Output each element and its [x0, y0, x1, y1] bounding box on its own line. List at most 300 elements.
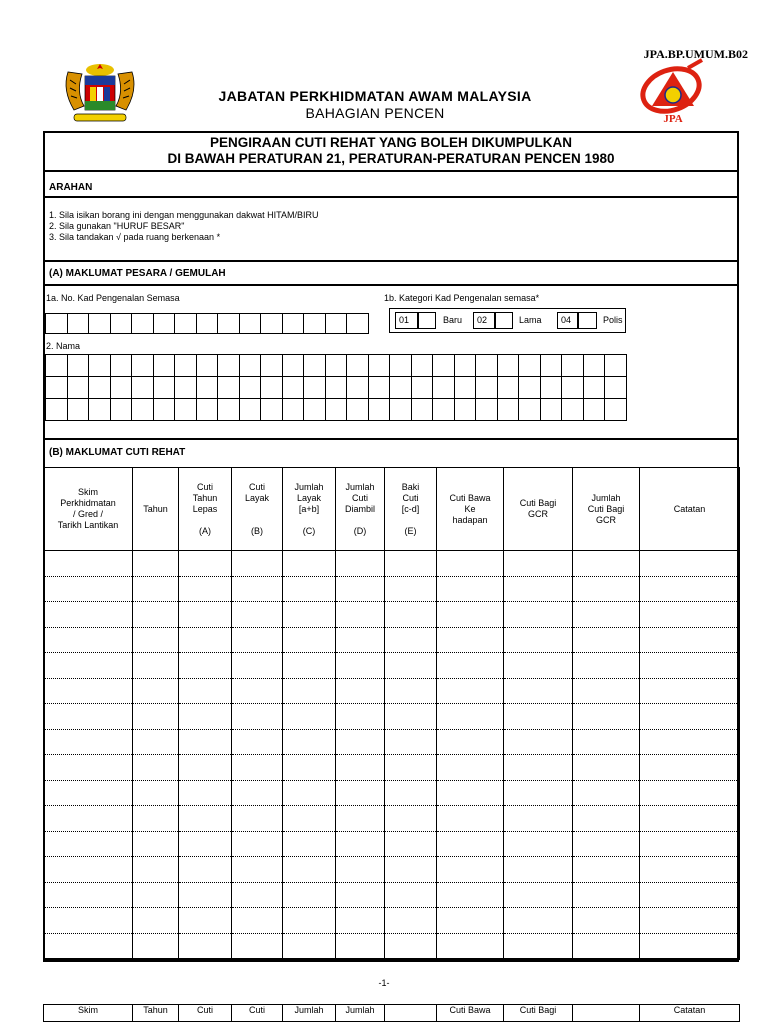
table-cell[interactable] [437, 576, 504, 602]
table-cell[interactable] [283, 882, 336, 908]
table-cell[interactable] [437, 857, 504, 883]
table-cell[interactable] [437, 882, 504, 908]
name-letter-box[interactable] [153, 377, 175, 399]
table-cell[interactable] [504, 576, 573, 602]
table-cell[interactable] [232, 551, 283, 577]
name-letter-box[interactable] [454, 399, 476, 421]
table-cell[interactable] [179, 933, 232, 959]
table-cell[interactable] [504, 678, 573, 704]
name-letter-box[interactable] [67, 377, 89, 399]
table-cell[interactable] [283, 755, 336, 781]
ic-digit-box[interactable] [175, 314, 197, 334]
name-letter-box[interactable] [540, 377, 562, 399]
table-cell[interactable] [504, 831, 573, 857]
table-cell[interactable] [504, 602, 573, 628]
table-cell[interactable] [385, 627, 437, 653]
table-cell[interactable] [283, 627, 336, 653]
table-cell[interactable] [232, 908, 283, 934]
table-cell[interactable] [504, 653, 573, 679]
ic-digit-box[interactable] [196, 314, 218, 334]
table-cell[interactable] [573, 576, 640, 602]
table-cell[interactable] [573, 882, 640, 908]
table-cell[interactable] [44, 755, 133, 781]
ic-digit-box[interactable] [110, 314, 132, 334]
table-cell[interactable] [504, 627, 573, 653]
table-cell[interactable] [385, 704, 437, 730]
table-cell[interactable] [504, 857, 573, 883]
table-cell[interactable] [640, 755, 740, 781]
name-letter-box[interactable] [562, 355, 584, 377]
table-cell[interactable] [437, 780, 504, 806]
table-cell[interactable] [44, 576, 133, 602]
name-letter-box[interactable] [261, 355, 283, 377]
name-letter-box[interactable] [89, 355, 111, 377]
column-header-text [179, 515, 231, 526]
table-cell[interactable] [133, 704, 179, 730]
name-letter-box[interactable] [411, 355, 433, 377]
column-header-text: / Gred / [72, 509, 103, 519]
ic-digit-box[interactable] [153, 314, 175, 334]
table-cell[interactable] [179, 653, 232, 679]
table-cell[interactable] [573, 704, 640, 730]
table-cell[interactable] [133, 551, 179, 577]
table-cell[interactable] [179, 780, 232, 806]
name-letter-box[interactable] [476, 355, 498, 377]
table-cell[interactable] [44, 602, 133, 628]
table-cell[interactable] [573, 755, 640, 781]
ic-digit-box[interactable] [132, 314, 154, 334]
table-cell[interactable] [573, 602, 640, 628]
table-cell[interactable] [437, 704, 504, 730]
table-cell[interactable] [232, 933, 283, 959]
name-letter-box[interactable] [497, 399, 519, 421]
table-cell[interactable] [44, 806, 133, 832]
name-letter-box[interactable] [347, 377, 369, 399]
table-cell[interactable] [133, 882, 179, 908]
name-letter-box[interactable] [454, 377, 476, 399]
name-letter-box[interactable] [67, 355, 89, 377]
table-cell[interactable] [640, 551, 740, 577]
ic-digit-box[interactable] [89, 314, 111, 334]
table-cell[interactable] [133, 780, 179, 806]
name-letter-box[interactable] [540, 355, 562, 377]
table-cell[interactable] [385, 678, 437, 704]
table-cell[interactable] [385, 780, 437, 806]
category-checkbox-polis[interactable] [578, 312, 597, 329]
table-cell[interactable] [232, 755, 283, 781]
table-cell[interactable] [640, 831, 740, 857]
table-cell[interactable] [437, 627, 504, 653]
table-cell[interactable] [385, 933, 437, 959]
table-cell[interactable] [336, 908, 385, 934]
table-cell[interactable] [573, 551, 640, 577]
category-code-lama: 02 [473, 312, 495, 329]
table-cell[interactable] [133, 857, 179, 883]
column-header-text: Cuti Bagi [519, 498, 557, 508]
table-cell[interactable] [336, 857, 385, 883]
table-cell[interactable] [640, 729, 740, 755]
table-cell[interactable] [573, 627, 640, 653]
table-cell[interactable] [385, 729, 437, 755]
table-cell[interactable] [44, 653, 133, 679]
name-letter-box[interactable] [562, 399, 584, 421]
table-cell[interactable] [437, 831, 504, 857]
ic-digit-box[interactable] [347, 314, 369, 334]
name-letter-box[interactable] [540, 399, 562, 421]
column-header-text: Cuti Bagi [587, 503, 625, 514]
table-cell[interactable] [133, 653, 179, 679]
name-letter-box[interactable] [433, 377, 455, 399]
table-cell[interactable] [336, 576, 385, 602]
table-cell[interactable] [336, 933, 385, 959]
name-letter-box[interactable] [583, 399, 605, 421]
table-row [44, 729, 740, 755]
name-letter-box[interactable] [110, 377, 132, 399]
table-cell[interactable] [336, 806, 385, 832]
name-letter-box[interactable] [497, 377, 519, 399]
name-letter-box[interactable] [325, 399, 347, 421]
leave-column-header [283, 468, 336, 551]
name-letter-box[interactable] [368, 355, 390, 377]
name-letter-box[interactable] [261, 377, 283, 399]
table-cell[interactable] [44, 857, 133, 883]
table-cell[interactable] [232, 831, 283, 857]
table-cell[interactable] [385, 806, 437, 832]
table-cell[interactable] [437, 551, 504, 577]
name-letter-box[interactable] [67, 399, 89, 421]
name-letter-box[interactable] [46, 399, 68, 421]
table-cell[interactable] [336, 627, 385, 653]
name-letter-box[interactable] [196, 399, 218, 421]
table-cell[interactable] [133, 602, 179, 628]
table-cell[interactable] [640, 627, 740, 653]
table-cell[interactable] [44, 882, 133, 908]
table-cell[interactable] [133, 627, 179, 653]
table-cell[interactable] [504, 933, 573, 959]
table-cell[interactable] [385, 576, 437, 602]
table-cell[interactable] [179, 831, 232, 857]
column-header-text: hadapan [452, 514, 488, 525]
name-letter-box[interactable] [218, 377, 240, 399]
name-letter-box[interactable] [196, 377, 218, 399]
table-cell[interactable] [179, 551, 232, 577]
name-letter-box[interactable] [110, 399, 132, 421]
table-cell[interactable] [573, 933, 640, 959]
table-cell[interactable] [437, 729, 504, 755]
table-cell[interactable] [232, 653, 283, 679]
name-letter-box[interactable] [390, 399, 412, 421]
table-cell[interactable] [640, 653, 740, 679]
ic-digit-box[interactable] [239, 314, 261, 334]
table-cell[interactable] [179, 602, 232, 628]
table-cell[interactable] [44, 627, 133, 653]
table-cell[interactable] [640, 704, 740, 730]
name-letter-box[interactable] [433, 399, 455, 421]
table-cell[interactable] [44, 780, 133, 806]
table-cell[interactable] [283, 857, 336, 883]
name-letter-box[interactable] [46, 355, 68, 377]
table-cell[interactable] [640, 780, 740, 806]
table-cell[interactable] [283, 576, 336, 602]
table-cell[interactable] [573, 857, 640, 883]
table-cell[interactable] [283, 729, 336, 755]
table-cell[interactable] [640, 576, 740, 602]
name-letter-box[interactable] [304, 399, 326, 421]
table-cell[interactable] [504, 882, 573, 908]
ic-digit-box[interactable] [261, 314, 283, 334]
name-letter-box[interactable] [153, 355, 175, 377]
table-cell[interactable] [283, 780, 336, 806]
table-cell[interactable] [504, 704, 573, 730]
table-cell[interactable] [437, 755, 504, 781]
table-cell[interactable] [504, 729, 573, 755]
name-letter-box[interactable] [519, 399, 541, 421]
table-cell[interactable] [437, 602, 504, 628]
table-cell[interactable] [640, 933, 740, 959]
table-cell[interactable] [232, 882, 283, 908]
table-cell[interactable] [232, 806, 283, 832]
table-cell[interactable] [437, 933, 504, 959]
table-cell[interactable] [179, 908, 232, 934]
table-cell[interactable] [133, 806, 179, 832]
name-letter-box[interactable] [347, 399, 369, 421]
table-cell[interactable] [179, 729, 232, 755]
name-letter-box[interactable] [89, 377, 111, 399]
table-cell[interactable] [437, 678, 504, 704]
category-checkbox-lama[interactable] [495, 312, 513, 329]
ic-digit-box[interactable] [67, 314, 89, 334]
table-cell[interactable] [283, 653, 336, 679]
name-boxes[interactable] [45, 354, 627, 421]
table-cell[interactable] [640, 806, 740, 832]
name-letter-box[interactable] [325, 355, 347, 377]
name-letter-box[interactable] [153, 399, 175, 421]
name-letter-box[interactable] [562, 377, 584, 399]
name-letter-box[interactable] [433, 355, 455, 377]
table-cell[interactable] [44, 933, 133, 959]
next-page-column-header: Cuti Bawa [437, 1005, 504, 1022]
table-cell[interactable] [437, 653, 504, 679]
name-letter-box[interactable] [605, 377, 627, 399]
category-checkbox-baru[interactable] [418, 312, 436, 329]
ic-digit-box[interactable] [304, 314, 326, 334]
table-cell[interactable] [385, 551, 437, 577]
column-header-text: Layak [296, 492, 322, 503]
table-cell[interactable] [179, 857, 232, 883]
table-cell[interactable] [336, 882, 385, 908]
table-cell[interactable] [179, 882, 232, 908]
name-letter-box[interactable] [325, 377, 347, 399]
name-letter-box[interactable] [368, 399, 390, 421]
table-cell[interactable] [133, 908, 179, 934]
next-page-column-header: Jumlah [283, 1005, 336, 1022]
table-cell[interactable] [336, 755, 385, 781]
table-cell[interactable] [232, 780, 283, 806]
name-letter-box[interactable] [175, 377, 197, 399]
table-cell[interactable] [179, 627, 232, 653]
section-a-heading: (A) MAKLUMAT PESARA / GEMULAH [49, 268, 226, 279]
table-cell[interactable] [504, 806, 573, 832]
name-letter-box[interactable] [476, 377, 498, 399]
table-cell[interactable] [232, 678, 283, 704]
name-letter-box[interactable] [282, 399, 304, 421]
table-cell[interactable] [336, 653, 385, 679]
table-cell[interactable] [640, 882, 740, 908]
name-letter-box[interactable] [175, 355, 197, 377]
table-cell[interactable] [385, 602, 437, 628]
table-cell[interactable] [283, 908, 336, 934]
table-cell[interactable] [336, 602, 385, 628]
table-cell[interactable] [573, 653, 640, 679]
divider [43, 438, 739, 440]
column-header-text: Jumlah [345, 481, 375, 492]
table-cell[interactable] [385, 857, 437, 883]
table-cell[interactable] [573, 678, 640, 704]
table-cell[interactable] [573, 780, 640, 806]
table-cell[interactable] [385, 882, 437, 908]
table-cell[interactable] [336, 678, 385, 704]
table-cell[interactable] [44, 551, 133, 577]
table-cell[interactable] [44, 729, 133, 755]
name-letter-box[interactable] [196, 355, 218, 377]
name-letter-box[interactable] [132, 355, 154, 377]
table-cell[interactable] [504, 908, 573, 934]
table-cell[interactable] [133, 729, 179, 755]
name-letter-box[interactable] [497, 355, 519, 377]
name-letter-box[interactable] [519, 377, 541, 399]
table-cell[interactable] [385, 755, 437, 781]
table-cell[interactable] [336, 704, 385, 730]
table-row [44, 933, 740, 959]
ic-digit-box[interactable] [218, 314, 240, 334]
name-letter-box[interactable] [304, 355, 326, 377]
column-header-text: Cuti [351, 492, 368, 503]
table-cell[interactable] [283, 704, 336, 730]
table-cell[interactable] [573, 908, 640, 934]
ic-number-boxes[interactable] [45, 313, 369, 334]
name-letter-box[interactable] [605, 399, 627, 421]
name-letter-box[interactable] [282, 355, 304, 377]
table-cell[interactable] [133, 576, 179, 602]
column-header-text [232, 515, 282, 526]
table-cell[interactable] [232, 576, 283, 602]
table-cell[interactable] [232, 602, 283, 628]
ic-digit-box[interactable] [325, 314, 347, 334]
table-cell[interactable] [573, 806, 640, 832]
table-cell[interactable] [640, 602, 740, 628]
name-letter-box[interactable] [390, 377, 412, 399]
table-cell[interactable] [504, 551, 573, 577]
table-cell[interactable] [179, 755, 232, 781]
table-cell[interactable] [44, 831, 133, 857]
name-letter-box[interactable] [304, 377, 326, 399]
table-cell[interactable] [44, 704, 133, 730]
table-cell[interactable] [283, 831, 336, 857]
table-cell[interactable] [504, 755, 573, 781]
table-cell[interactable] [232, 704, 283, 730]
ic-digit-box[interactable] [282, 314, 304, 334]
table-cell[interactable] [232, 729, 283, 755]
name-letter-box[interactable] [89, 399, 111, 421]
table-cell[interactable] [179, 678, 232, 704]
table-cell[interactable] [179, 704, 232, 730]
name-letter-box[interactable] [282, 377, 304, 399]
name-letter-box[interactable] [175, 399, 197, 421]
table-cell[interactable] [179, 806, 232, 832]
table-cell[interactable] [504, 780, 573, 806]
table-cell[interactable] [640, 908, 740, 934]
table-cell[interactable] [640, 678, 740, 704]
table-cell[interactable] [385, 653, 437, 679]
name-letter-box[interactable] [347, 355, 369, 377]
table-cell[interactable] [283, 551, 336, 577]
table-cell[interactable] [283, 602, 336, 628]
table-cell[interactable] [385, 831, 437, 857]
table-cell[interactable] [283, 806, 336, 832]
name-letter-box[interactable] [110, 355, 132, 377]
table-cell[interactable] [437, 908, 504, 934]
table-cell[interactable] [133, 933, 179, 959]
table-cell[interactable] [44, 908, 133, 934]
name-letter-box[interactable] [239, 377, 261, 399]
ic-digit-box[interactable] [46, 314, 68, 334]
table-cell[interactable] [232, 627, 283, 653]
table-cell[interactable] [640, 857, 740, 883]
table-cell[interactable] [133, 831, 179, 857]
name-letter-box[interactable] [411, 399, 433, 421]
name-letter-box[interactable] [368, 377, 390, 399]
form-title [45, 135, 737, 167]
table-cell[interactable] [133, 755, 179, 781]
name-letter-box[interactable] [132, 399, 154, 421]
table-cell[interactable] [437, 806, 504, 832]
name-letter-box[interactable] [218, 355, 240, 377]
name-letter-box[interactable] [583, 377, 605, 399]
table-cell[interactable] [133, 678, 179, 704]
table-cell[interactable] [179, 576, 232, 602]
jpa-logo-text: JPA [663, 113, 683, 125]
table-cell[interactable] [336, 780, 385, 806]
table-cell[interactable] [232, 857, 283, 883]
name-letter-box[interactable] [519, 355, 541, 377]
table-cell[interactable] [573, 729, 640, 755]
name-letter-box[interactable] [411, 377, 433, 399]
name-letter-box[interactable] [218, 399, 240, 421]
table-cell[interactable] [573, 831, 640, 857]
name-letter-box[interactable] [476, 399, 498, 421]
divider [43, 260, 739, 262]
name-letter-box[interactable] [239, 355, 261, 377]
leave-column-header [385, 468, 437, 551]
ic-number-label: 1a. No. Kad Pengenalan Semasa [46, 293, 180, 303]
table-cell[interactable] [385, 908, 437, 934]
table-cell[interactable] [283, 933, 336, 959]
name-letter-box[interactable] [583, 355, 605, 377]
name-letter-box[interactable] [454, 355, 476, 377]
name-letter-box[interactable] [46, 377, 68, 399]
name-letter-box[interactable] [261, 399, 283, 421]
table-cell[interactable] [283, 678, 336, 704]
name-letter-box[interactable] [390, 355, 412, 377]
table-cell[interactable] [336, 551, 385, 577]
name-letter-box[interactable] [132, 377, 154, 399]
table-cell[interactable] [336, 729, 385, 755]
table-cell[interactable] [44, 678, 133, 704]
name-letter-box[interactable] [239, 399, 261, 421]
name-letter-box[interactable] [605, 355, 627, 377]
table-cell[interactable] [336, 831, 385, 857]
leave-column-header [133, 468, 179, 551]
